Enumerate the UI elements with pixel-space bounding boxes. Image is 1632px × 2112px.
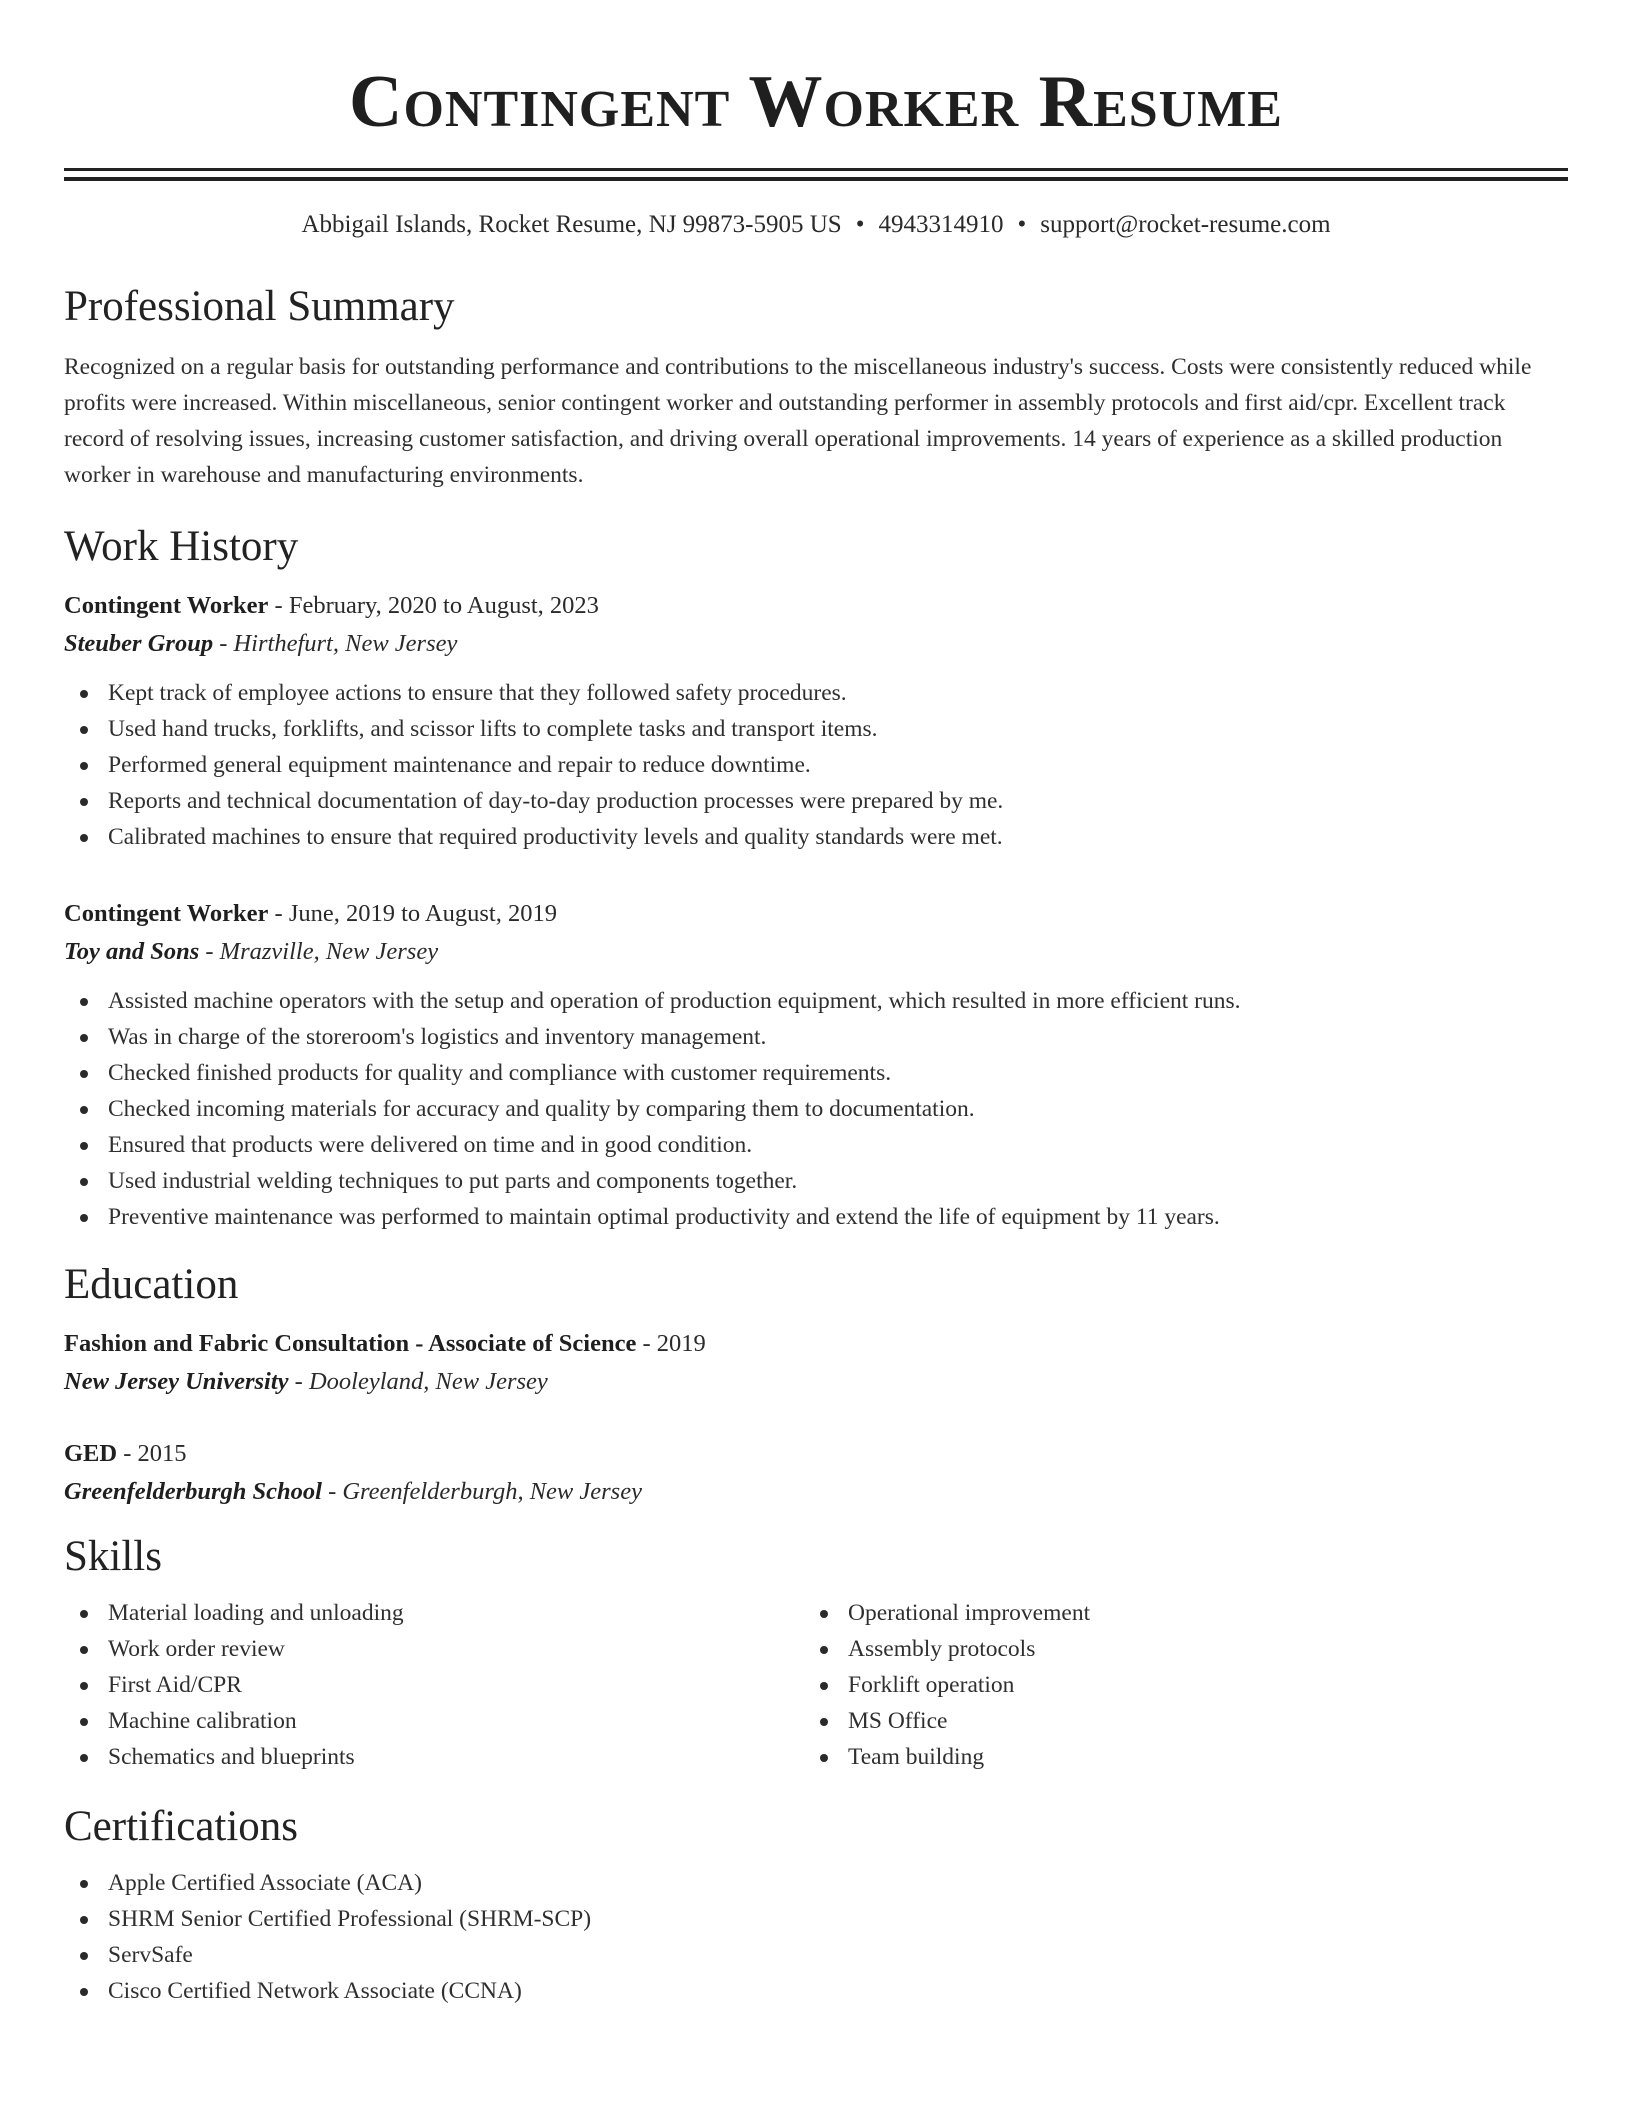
education-degree-line (64, 1325, 1568, 1363)
skills-column-right (804, 1595, 1544, 1775)
certifications-heading: Certifications (64, 1803, 299, 1850)
job-duty: Was in charge of the storeroom's logistics and inventory management. (64, 1019, 1568, 1055)
education-school: Greenfelderburgh School (64, 1478, 322, 1505)
contact-email: support@rocket-resume.com (1040, 211, 1331, 238)
certification-item: ServSafe (64, 1937, 1568, 1973)
education-year: - 2015 (117, 1440, 187, 1467)
job-duty: Checked finished products for quality and compliance with customer requirements. (64, 1055, 1568, 1091)
education-degree-line (64, 1435, 1568, 1473)
resume-page (64, 0, 1568, 2009)
certification-item: Apple Certified Associate (ACA) (64, 1865, 1568, 1901)
job-duty: Calibrated machines to ensure that required productivity levels and quality standards were met. (64, 819, 1568, 855)
job-entry (64, 587, 1568, 855)
education-entry (64, 1325, 1568, 1401)
job-company: Steuber Group (64, 630, 214, 657)
job-duty: Preventive maintenance was performed to maintain optimal productivity and extend the life of equipment by 11 years. (64, 1199, 1568, 1235)
skill-item: First Aid/CPR (64, 1667, 804, 1703)
education-location: - Dooleyland, New Jersey (288, 1368, 548, 1395)
job-duty: Used hand trucks, forklifts, and scissor lifts to complete tasks and transport items. (64, 711, 1568, 747)
resume-title: Contingent Worker Resume (349, 61, 1283, 143)
education-school: New Jersey University (64, 1368, 289, 1395)
education-school-line (64, 1363, 1568, 1401)
skills-heading: Skills (64, 1533, 162, 1580)
skill-item: Machine calibration (64, 1703, 804, 1739)
certification-item: Cisco Certified Network Associate (CCNA) (64, 1973, 1568, 2009)
skill-item: Operational improvement (804, 1595, 1544, 1631)
contact-line (64, 209, 1568, 241)
contact-phone: 4943314910 (878, 211, 1004, 238)
job-duty: Performed general equipment maintenance and repair to reduce downtime. (64, 747, 1568, 783)
title-divider-top (64, 168, 1568, 171)
job-duty: Assisted machine operators with the setup and operation of production equipment, which resulted in more efficient runs. (64, 983, 1568, 1019)
skill-item: Forklift operation (804, 1667, 1544, 1703)
skill-item: Team building (804, 1739, 1544, 1775)
job-duty: Kept track of employee actions to ensure that they followed safety procedures. (64, 675, 1568, 711)
education-school-line (64, 1473, 1568, 1511)
job-dates: - February, 2020 to August, 2023 (268, 592, 599, 619)
job-location: - Mrazville, New Jersey (199, 938, 439, 965)
job-company: Toy and Sons (64, 938, 200, 965)
job-title-line (64, 587, 1568, 625)
job-duty: Checked incoming materials for accuracy and quality by comparing them to documentation. (64, 1091, 1568, 1127)
skill-item: MS Office (804, 1703, 1544, 1739)
contact-separator: • (1017, 211, 1027, 238)
job-duties (64, 983, 1568, 1235)
work-history-heading: Work History (64, 523, 299, 570)
job-entry (64, 895, 1568, 1235)
certifications-list (64, 1865, 1568, 2009)
job-company-line (64, 933, 1568, 971)
contact-separator: • (855, 211, 865, 238)
title-divider-bottom (64, 177, 1568, 181)
skills-column-left (64, 1595, 804, 1775)
skill-item: Material loading and unloading (64, 1595, 804, 1631)
skill-item: Work order review (64, 1631, 804, 1667)
summary-heading: Professional Summary (64, 283, 455, 330)
job-title: Contingent Worker (64, 592, 269, 619)
education-entry (64, 1435, 1568, 1511)
job-title-line (64, 895, 1568, 933)
job-location: - Hirthefurt, New Jersey (213, 630, 458, 657)
education-year: - 2019 (636, 1330, 706, 1357)
skill-item: Assembly protocols (804, 1631, 1544, 1667)
contact-address: Abbigail Islands, Rocket Resume, NJ 99873-5905 US (301, 211, 842, 238)
education-heading: Education (64, 1261, 239, 1308)
education-degree: Fashion and Fabric Consultation - Associate of Science (64, 1330, 637, 1357)
certification-item: SHRM Senior Certified Professional (SHRM-SCP) (64, 1901, 1568, 1937)
job-title: Contingent Worker (64, 900, 269, 927)
job-duty: Reports and technical documentation of day-to-day production processes were prepared by me. (64, 783, 1568, 819)
skill-item: Schematics and blueprints (64, 1739, 804, 1775)
job-duty: Ensured that products were delivered on time and in good condition. (64, 1127, 1568, 1163)
education-degree: GED (64, 1440, 118, 1467)
skills-grid (64, 1595, 1568, 1775)
job-company-line (64, 625, 1568, 663)
job-duty: Used industrial welding techniques to put parts and components together. (64, 1163, 1568, 1199)
job-dates: - June, 2019 to August, 2019 (268, 900, 557, 927)
summary-text: Recognized on a regular basis for outstanding performance and contributions to the miscellaneous industry's success. Costs were consistently reduced while profits were increased. Within miscellaneous, senior contingent worker and outstanding performer in assembly protocols and first aid/cpr. Excellent track record of resolving issues, increasing customer satisfaction, and driving overall operational improvements. 14 years of experience as a skilled production worker in warehouse and manufacturing environments. (64, 354, 1532, 488)
education-location: - Greenfelderburgh, New Jersey (321, 1478, 642, 1505)
job-duties (64, 675, 1568, 855)
